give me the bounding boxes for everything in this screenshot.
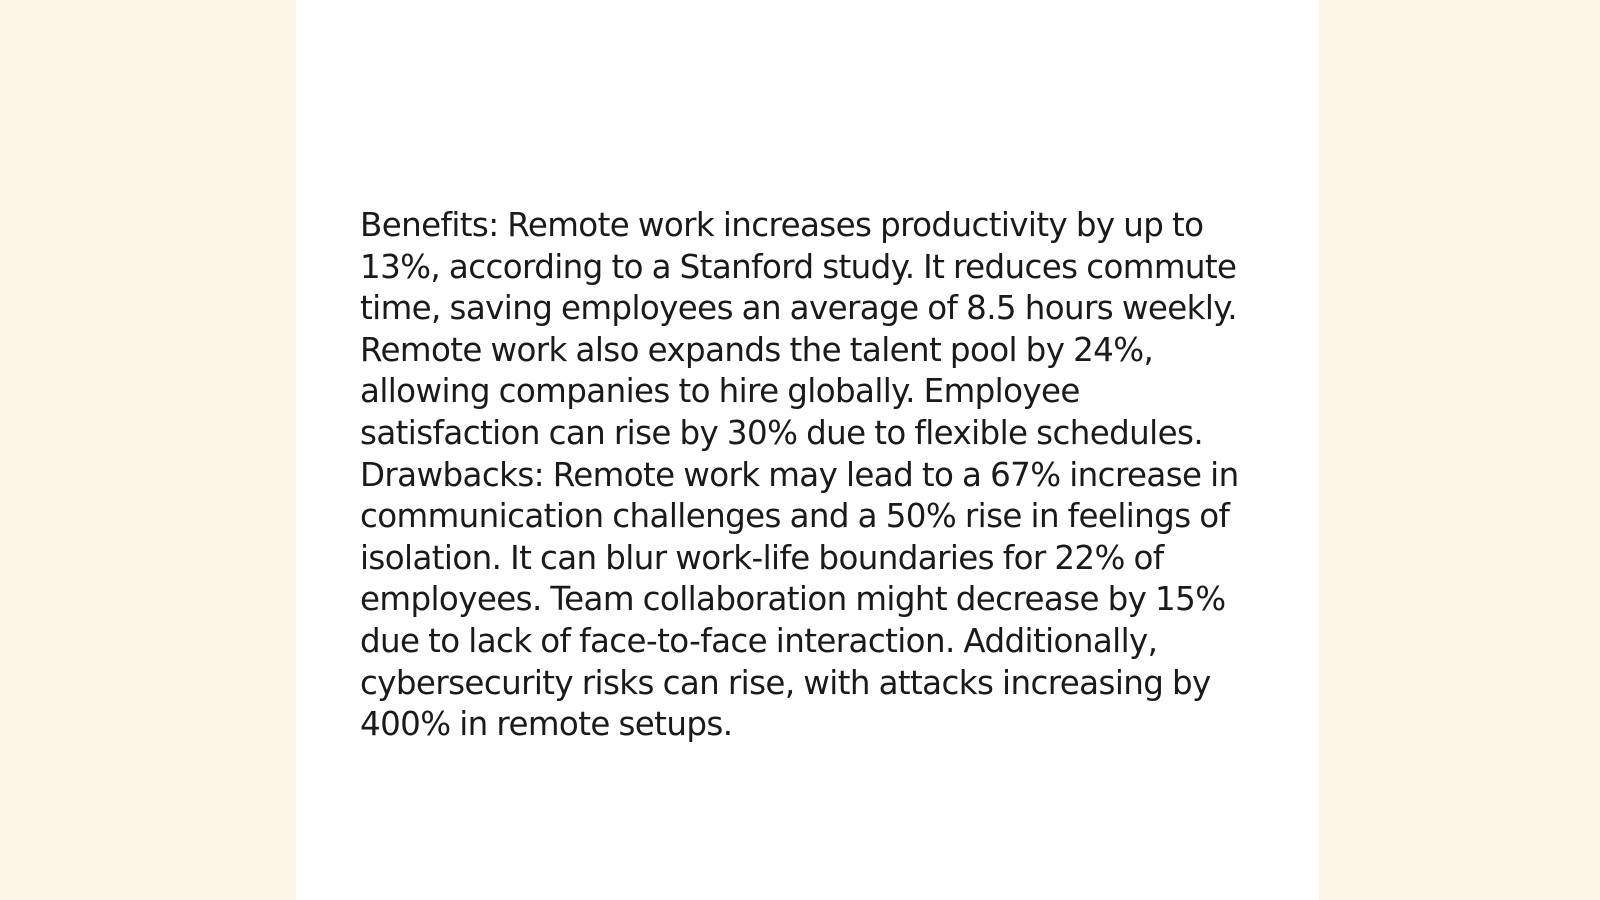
document-page bbox=[296, 0, 1319, 900]
document-body bbox=[360, 205, 1260, 746]
benefits-paragraph: Benefits: Remote work increases productivity by up to 13%, according to a Stanford study. It reduces commute time, saving employees an average of 8.5 hours weekly. Remote work also expands the talent pool by 24%, allowing companies to hire globally. Employee satisfaction can rise by 30% due to flexible schedules. bbox=[360, 206, 1237, 452]
drawbacks-paragraph: Drawbacks: Remote work may lead to a 67% increase in communication challenges and a 50% rise in feelings of isolation. It can blur work-life boundaries for 22% of employees. Team collaboration might decrease by 15% due to lack of face-to-face interaction. Additionally, cybersecurity risks can rise, with attacks increasing by 400% in remote setups. bbox=[360, 455, 1239, 744]
